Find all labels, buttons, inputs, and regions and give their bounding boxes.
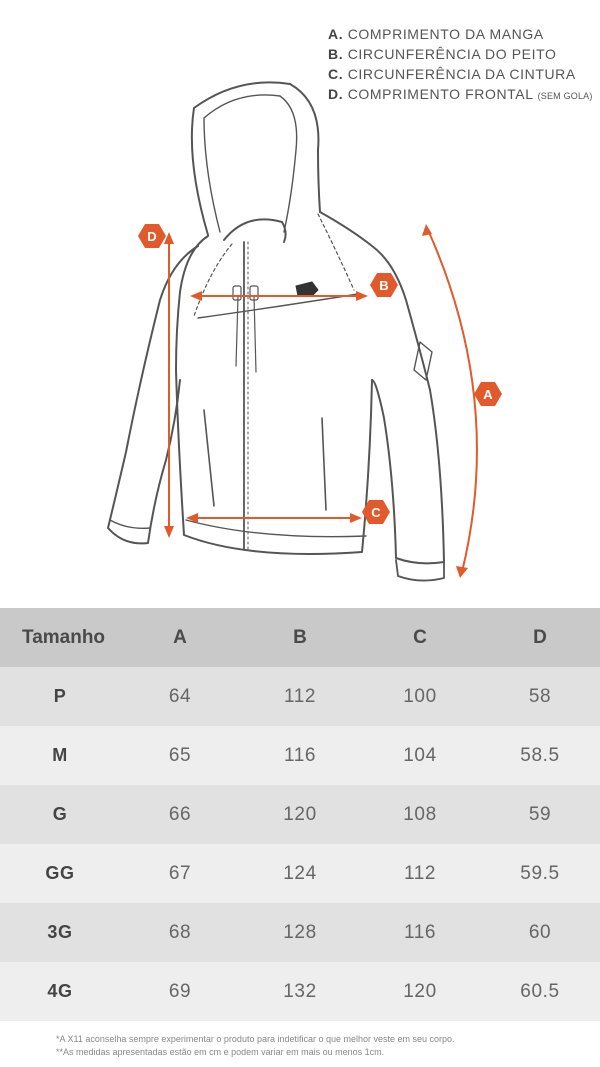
table-row [0,903,600,962]
table-row [0,726,600,785]
legend-key: B. [328,46,344,62]
table-cell: 59 [480,785,600,844]
table-cell: 120 [240,785,360,844]
badge-label: A [483,387,493,402]
size-cell: 4G [0,962,120,1021]
table-cell: 112 [360,844,480,903]
footnotes [56,1033,596,1059]
table-cell: 60.5 [480,962,600,1021]
marker-badge-b [370,273,398,297]
arrow-head [164,526,174,538]
table-row [0,962,600,1021]
table-cell: 120 [360,962,480,1021]
badge-label: C [371,505,381,520]
table-cell: 100 [360,667,480,726]
legend-text: COMPRIMENTO FRONTAL [347,86,534,102]
table-row [0,844,600,903]
table-cell: 116 [240,726,360,785]
arrow-head [356,291,368,301]
legend-note: (SEM GOLA) [537,91,593,101]
footnote: *A X11 aconselha sempre experimentar o produto para indetificar o que melhor veste em seu corpo. [56,1034,455,1044]
footnote: **As medidas apresentadas estão em cm e podem variar em mais ou menos 1cm. [56,1047,385,1057]
table-cell: 116 [360,903,480,962]
table-cell: 69 [120,962,240,1021]
table-row [0,667,600,726]
size-table [0,608,600,1021]
table-cell: 59.5 [480,844,600,903]
table-cell: 124 [240,844,360,903]
column-header-c: C [360,608,480,667]
column-header-size: Tamanho [0,608,120,667]
table-cell: 65 [120,726,240,785]
table-cell: 128 [240,903,360,962]
marker-badge-d [138,224,166,248]
measure-line-a [428,230,477,572]
arrow-head [350,513,362,523]
table-cell: 64 [120,667,240,726]
legend-text: CIRCUNFERÊNCIA DA CINTURA [347,66,576,82]
table-cell: 104 [360,726,480,785]
arrow-head [422,224,432,236]
size-cell: M [0,726,120,785]
size-cell: GG [0,844,120,903]
marker-badge-a [474,382,502,406]
table-cell: 108 [360,785,480,844]
column-header-a: A [120,608,240,667]
table-cell: 132 [240,962,360,1021]
badge-label: D [147,229,157,244]
table-cell: 66 [120,785,240,844]
table-cell: 60 [480,903,600,962]
legend-item-a [328,24,596,44]
legend-key: D. [328,86,344,102]
legend-key: C. [328,66,344,82]
legend-text: COMPRIMENTO DA MANGA [347,26,544,42]
size-cell: 3G [0,903,120,962]
size-cell: P [0,667,120,726]
legend-item-b [328,44,596,64]
table-cell: 68 [120,903,240,962]
column-header-d: D [480,608,600,667]
table-cell: 58.5 [480,726,600,785]
table-header-row [0,608,600,667]
arrow-head [456,566,468,578]
table-cell: 67 [120,844,240,903]
table-cell: 58 [480,667,600,726]
jacket-outline [108,82,444,580]
table-row [0,785,600,844]
table-cell: 112 [240,667,360,726]
column-header-b: B [240,608,360,667]
legend-text: CIRCUNFERÊNCIA DO PEITO [347,46,557,62]
arrow-head [190,291,202,301]
arrow-head [164,232,174,244]
legend-key: A. [328,26,344,42]
jacket-illustration [0,70,600,590]
chest-logo [296,282,318,296]
size-cell: G [0,785,120,844]
badge-label: B [379,278,389,293]
